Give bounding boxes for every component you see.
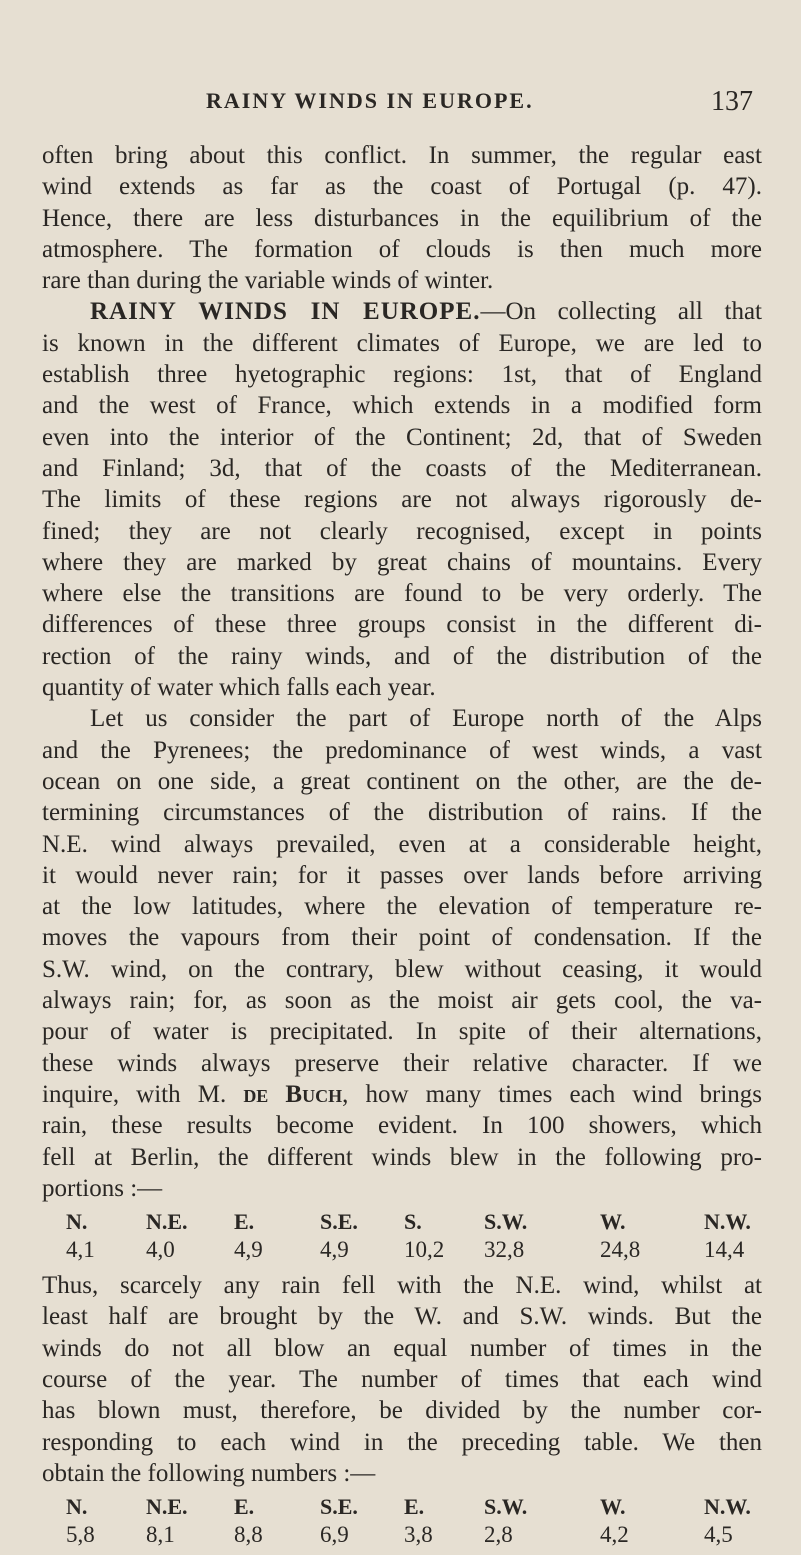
text-line: termining circumstances of the distribution of rains. If the	[42, 799, 762, 827]
table-cell: 4,1	[66, 1237, 95, 1263]
text-line: and Finland; 3d, that of the coasts of the Mediterranean.	[42, 454, 762, 482]
page-number: 137	[711, 86, 753, 117]
table-header: N.	[66, 1494, 88, 1520]
text-line: The limits of these regions are not always rigorously de-	[42, 486, 762, 514]
text-line: ocean on one side, a great continent on the other, are the de-	[42, 767, 762, 795]
text-line: Thus, scarcely any rain fell with the N.E. wind, whilst at	[42, 1272, 762, 1300]
text-line: often bring about this conflict. In summer, the regular east	[42, 142, 762, 169]
text-line: least half are brought by the W. and S.W. winds. But the	[42, 1303, 762, 1331]
section-heading: RAINY WINDS IN EUROPE.	[90, 298, 481, 326]
text-line: establish three hyetographic regions: 1st, that of England	[42, 361, 762, 389]
table-header: S.E.	[320, 1209, 358, 1235]
text-line: where they are marked by great chains of mountains. Every	[42, 548, 762, 576]
wind-frequency-table	[66, 1493, 762, 1549]
table-cell: 4,2	[600, 1522, 629, 1548]
text-line: fell at Berlin, the different winds blew in the following pro-	[42, 1143, 762, 1171]
text-line: obtain the following numbers :—	[42, 1459, 376, 1487]
text-fragment: inquire, with M.	[42, 1080, 227, 1108]
text-line: Let us consider the part of Europe north of the Alps	[90, 705, 762, 733]
table-cell: 10,2	[404, 1237, 445, 1263]
section-heading-line	[42, 296, 762, 327]
table-header: N.E.	[146, 1209, 188, 1235]
text-line: N.E. wind always prevailed, even at a considerable height,	[42, 830, 762, 858]
table-header: S.E.	[320, 1494, 358, 1520]
table-cell: 4,9	[320, 1237, 349, 1263]
text-line: wind extends as far as the coast of Portugal (p. 47).	[42, 173, 762, 201]
text-line: portions :—	[42, 1174, 163, 1202]
table-header: N.E.	[146, 1494, 188, 1520]
text-line: rain, these results become evident. In 100 showers, which	[42, 1112, 762, 1140]
text-line: is known in the different climates of Europe, we are led to	[42, 329, 762, 357]
text-line: differences of these three groups consist in the different di-	[42, 611, 762, 639]
table-cell: 6,9	[320, 1522, 349, 1548]
text-line: and the Pyrenees; the predominance of west winds, a vast	[42, 736, 762, 764]
text-line: has blown must, therefore, be divided by the number cor-	[42, 1397, 762, 1425]
table-header: E.	[234, 1209, 255, 1235]
text-line: S.W. wind, on the contrary, blew without ceasing, it would	[42, 955, 762, 983]
table-header: N.W.	[704, 1494, 751, 1520]
table-header: E.	[404, 1494, 425, 1520]
table-header: S.	[404, 1209, 422, 1235]
text-line: these winds always preserve their relative character. If we	[42, 1049, 762, 1077]
text-line: moves the vapours from their point of condensation. If the	[42, 924, 762, 952]
table-header: N.W.	[704, 1209, 751, 1235]
text-line: quantity of water which falls each year.	[42, 674, 436, 702]
text-line: rare than during the variable winds of winter.	[42, 267, 494, 295]
text-line	[42, 1079, 762, 1110]
table-cell: 24,8	[600, 1237, 641, 1263]
text-line: pour of water is precipitated. In spite of their alternations,	[42, 1018, 762, 1046]
text-line: atmosphere. The formation of clouds is then much more	[42, 235, 762, 263]
text-line: responding to each wind in the preceding table. We then	[42, 1428, 762, 1456]
text-line: it would never rain; for it passes over lands before arriving	[42, 861, 762, 889]
text-line: winds do not all blow an equal number of times in the	[42, 1334, 762, 1362]
table-cell: 8,1	[146, 1522, 175, 1548]
body-text	[42, 140, 762, 1555]
text-line: even into the interior of the Continent; 2d, that of Sweden	[42, 423, 762, 451]
table-cell: 5,8	[66, 1522, 95, 1548]
table-header: S.W.	[484, 1494, 528, 1520]
table-cell: 4,9	[234, 1237, 263, 1263]
table-header: E.	[234, 1494, 255, 1520]
table-cell: 4,0	[146, 1237, 175, 1263]
text-line: always rain; for, as soon as the moist air gets cool, the va-	[42, 987, 762, 1015]
text-line: course of the year. The number of times that each wind	[42, 1365, 762, 1393]
text-fragment: —On collecting all that	[480, 298, 762, 326]
table-cell: 14,4	[704, 1237, 745, 1263]
table-header: N.	[66, 1209, 88, 1235]
table-cell: 8,8	[234, 1522, 263, 1548]
author-name: de Buch	[243, 1080, 343, 1108]
table-cell: 4,5	[704, 1522, 733, 1548]
table-cell: 3,8	[404, 1522, 433, 1548]
text-line: where else the transitions are found to be very orderly. The	[42, 580, 762, 608]
text-line: and the west of France, which extends in a modified form	[42, 392, 762, 420]
text-line: fined; they are not clearly recognised, except in points	[42, 517, 762, 545]
text-fragment: , how many times each wind brings	[342, 1080, 762, 1108]
table-header: W.	[600, 1209, 626, 1235]
table-header: S.W.	[484, 1209, 528, 1235]
table-cell: 32,8	[484, 1237, 525, 1263]
text-line: Hence, there are less disturbances in the equilibrium of the	[42, 204, 762, 232]
wind-rain-table	[66, 1208, 762, 1264]
running-title: RAINY WINDS IN EUROPE.	[206, 88, 534, 113]
text-line: rection of the rainy winds, and of the distribution of the	[42, 642, 762, 670]
running-head	[120, 86, 761, 120]
text-line: at the low latitudes, where the elevation of temperature re-	[42, 893, 762, 921]
table-header: W.	[600, 1494, 626, 1520]
table-cell: 2,8	[484, 1522, 513, 1548]
